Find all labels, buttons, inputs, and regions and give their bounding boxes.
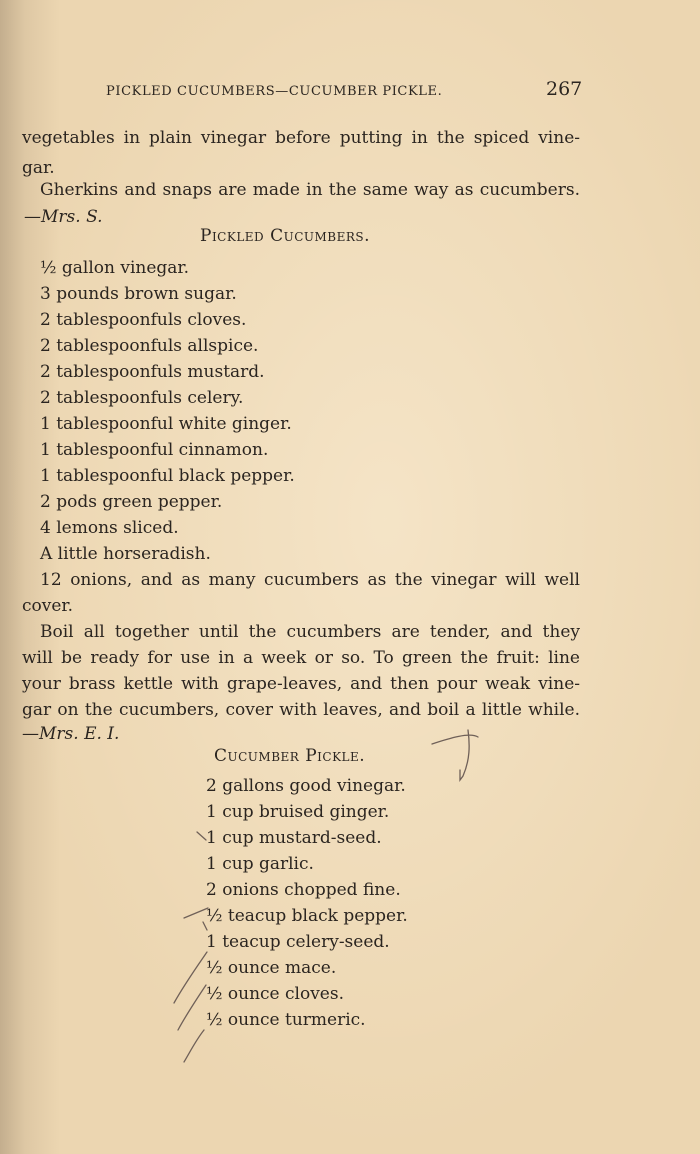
pencil-stroke <box>460 730 469 780</box>
recipe-title: Pickled Cucumbers. <box>200 226 371 246</box>
text-line: 12 onions, and as many cucumbers as the vinegar will well <box>40 570 580 590</box>
recipe-title: Cucumber Pickle. <box>214 746 366 766</box>
text-line: your brass kettle with grape-leaves, and then pour weak vine- <box>22 674 580 694</box>
ingredient: ½ ounce mace. <box>206 958 337 978</box>
text-line: will be ready for use in a week or so. To green the fruit: line <box>22 648 580 668</box>
ingredient: 2 onions chopped fine. <box>206 880 401 900</box>
ingredient: 1 tablespoonful white ginger. <box>40 414 292 434</box>
ingredient: ½ teacup black pepper. <box>206 906 408 926</box>
ingredient: 2 tablespoonfuls celery. <box>40 388 244 408</box>
pencil-stroke <box>184 1030 204 1062</box>
text-line: gar. <box>22 158 55 178</box>
ingredient: 2 tablespoonfuls cloves. <box>40 310 247 330</box>
ingredient: ½ ounce cloves. <box>206 984 344 1004</box>
text-line: cover. <box>22 596 74 616</box>
text-line: Gherkins and snaps are made in the same way as cucumbers. <box>40 180 580 200</box>
pencil-stroke <box>432 735 478 744</box>
attribution: —Mrs. S. <box>24 207 103 227</box>
text-line: Boil all together until the cucumbers are tender, and they <box>40 622 580 642</box>
ingredient: 3 pounds brown sugar. <box>40 284 237 304</box>
ingredient: ½ gallon vinegar. <box>40 258 190 278</box>
ingredient: 2 gallons good vinegar. <box>206 776 406 796</box>
text-line: gar on the cucumbers, cover with leaves, and boil a little while. <box>22 700 580 720</box>
pencil-stroke <box>197 832 206 840</box>
running-header: PICKLED CUCUMBERS—CUCUMBER PICKLE. <box>106 84 443 99</box>
text-line: vegetables in plain vinegar before putting in the spiced vine- <box>22 128 580 148</box>
ingredient: 1 tablespoonful black pepper. <box>40 466 295 486</box>
ingredient: 2 tablespoonfuls mustard. <box>40 362 265 382</box>
ingredient: A little horseradish. <box>40 544 211 564</box>
pencil-stroke <box>178 985 206 1030</box>
ingredient: 1 tablespoonful cinnamon. <box>40 440 269 460</box>
page-number: 267 <box>546 78 583 100</box>
ingredient: 2 pods green pepper. <box>40 492 223 512</box>
ingredient: 1 teacup celery-seed. <box>206 932 390 952</box>
ingredient: 1 cup garlic. <box>206 854 314 874</box>
ingredient: ½ ounce turmeric. <box>206 1010 366 1030</box>
ingredient: 4 lemons sliced. <box>40 518 179 538</box>
pencil-stroke <box>174 952 207 1003</box>
pencil-stroke <box>184 908 208 918</box>
ingredient: 1 cup bruised ginger. <box>206 802 390 822</box>
ingredient: 1 cup mustard-seed. <box>206 828 382 848</box>
ingredient: 2 tablespoonfuls allspice. <box>40 336 259 356</box>
attribution: —Mrs. E. I. <box>22 724 120 744</box>
